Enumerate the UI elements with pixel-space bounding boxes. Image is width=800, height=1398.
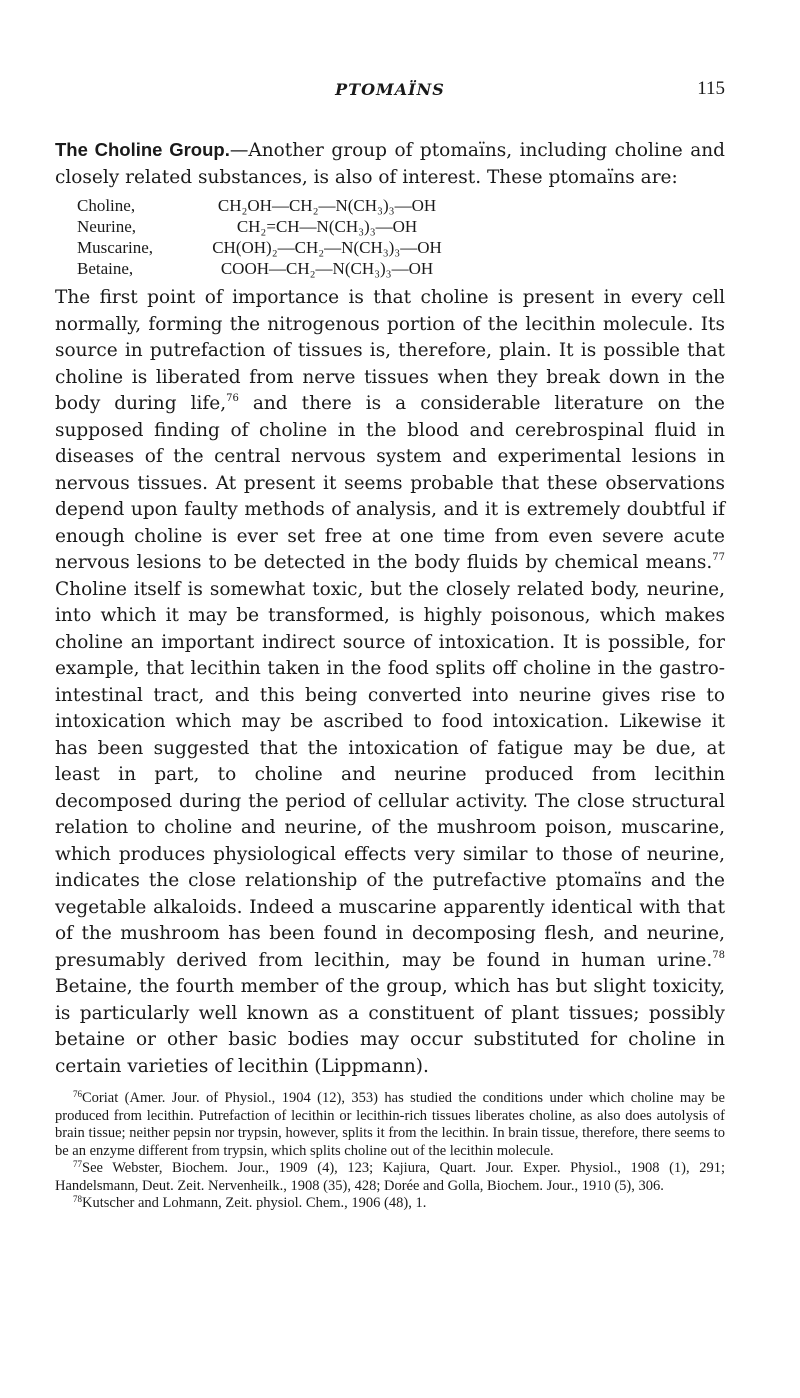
compound-name: Neurine,	[77, 217, 137, 236]
compound-name: Muscarine,	[77, 238, 154, 257]
formula-table	[77, 195, 442, 279]
footnote-text: Kutscher and Lohmann, Zeit. physiol. Chem., 1906 (48), 1.	[82, 1195, 427, 1211]
footnote-text: See Webster, Biochem. Jour., 1909 (4), 123; Kajiura, Quart. Jour. Exper. Physiol., 1908 (1), 291; Handelsmann, Deut. Zeit. Nervenheilk., 1908 (35), 428; Dorée and Golla, Biochem. Jour., 1910 (5), 306.	[55, 1160, 725, 1194]
footnote-mark: 78	[73, 1194, 82, 1204]
compound-formula: CH(OH)₂—CH₂—N(CH₃)₃—OH	[212, 238, 442, 257]
footnote-ref[interactable]: 77	[712, 552, 725, 563]
footnote-mark: 76	[73, 1089, 82, 1099]
paragraph-text: and there is a considerable literature on the supposed finding of choline in the blood and cerebrospinal fluid in diseases of the central nervous system and experimental lesions in nervous tissues. At present it seems probable that these observations depend upon faulty methods of analysis, and it is extremely doubtful if enough choline is ever set free at one time from even severe acute nervous lesions to be detected in the body fluids by chemical means.	[55, 393, 726, 573]
formula-row	[77, 216, 442, 237]
section-title: The Choline Group.	[55, 139, 230, 160]
formula-row	[77, 237, 442, 258]
body-paragraph	[55, 285, 725, 1080]
paragraph-text: Betaine, the fourth member of the group, which has but slight toxicity, is particularly well known as a constituent of plant tissues; possibly betaine or other basic bodies may occur substituted for choline in certain varieties of lecithin (Lippmann).	[55, 976, 725, 1077]
footnote	[55, 1195, 725, 1213]
compound-formula: COOH—CH₂—N(CH₃)₃—OH	[220, 259, 434, 278]
page-header	[55, 78, 725, 108]
footnote-mark: 77	[73, 1159, 82, 1169]
section-intro-text: —Another group of ptomaïns, including choline and closely related substances, is also of interest. These ptomaïns are:	[55, 140, 725, 188]
running-head: PTOMAÏNS	[335, 80, 445, 99]
footnote-ref[interactable]: 78	[712, 949, 725, 961]
compound-formula: CH₂=CH—N(CH₃)₃—OH	[236, 217, 418, 236]
section-intro	[55, 137, 725, 191]
compound-name: Choline,	[77, 196, 136, 215]
formula-row	[77, 258, 442, 279]
compound-name: Betaine,	[77, 259, 134, 278]
page-number: 115	[697, 78, 725, 99]
paragraph-text: Choline itself is somewhat toxic, but the closely related body, neurine, into which it may be transformed, is highly poisonous, which makes choline an important indirect source of intoxication. It is possible, for example, that lecithin taken in the food splits off choline in the gastro-intestinal tract, and this being converted into neurine gives rise to intoxication which may be ascribed to food intoxication. Likewise it has been suggested that the intoxication of fatigue may be due, at least in part, to choline and neurine produced from lecithin decomposed during the period of cellular activity. The close structural relation to choline and neurine, of the mushroom poison, muscarine, which produces physiological effects very similar to those of neurine, indicates the close relationship of the putrefactive ptomaïns and the vegetable alkaloids. Indeed a muscarine apparently identical with that of the mushroom has been found in decomposing flesh, and neurine, presumably derived from lecithin, may be found in human urine.	[55, 578, 725, 971]
compound-formula: CH₂OH—CH₂—N(CH₃)₃—OH	[217, 196, 437, 215]
footnote-ref[interactable]: 76	[226, 393, 239, 404]
footnote	[55, 1090, 725, 1160]
paragraph-text: The first point of importance is that choline is present in every cell normally, forming the nitrogenous portion of the lecithin molecule. Its source in putrefaction of tissues is, therefore, plain. It is possible that choline is liberated from nerve tissues when they break down in the body during life,	[55, 287, 725, 414]
main-text	[55, 137, 725, 1213]
footnote	[55, 1160, 725, 1195]
footnote-text: Coriat (Amer. Jour. of Physiol., 1904 (12), 353) has studied the conditions under which choline may be produced from lecithin. Putrefaction of lecithin or lecithin-rich tissues liberates choline, as also does autolysis of brain tissue; neither pepsin nor trypsin, however, splits it from the lecithin. In brain tissue, therefore, there seems to be an enzyme different from trypsin, which splits choline out of the lecithin molecule.	[55, 1090, 725, 1159]
footnotes	[55, 1090, 725, 1213]
formula-row	[77, 195, 442, 216]
